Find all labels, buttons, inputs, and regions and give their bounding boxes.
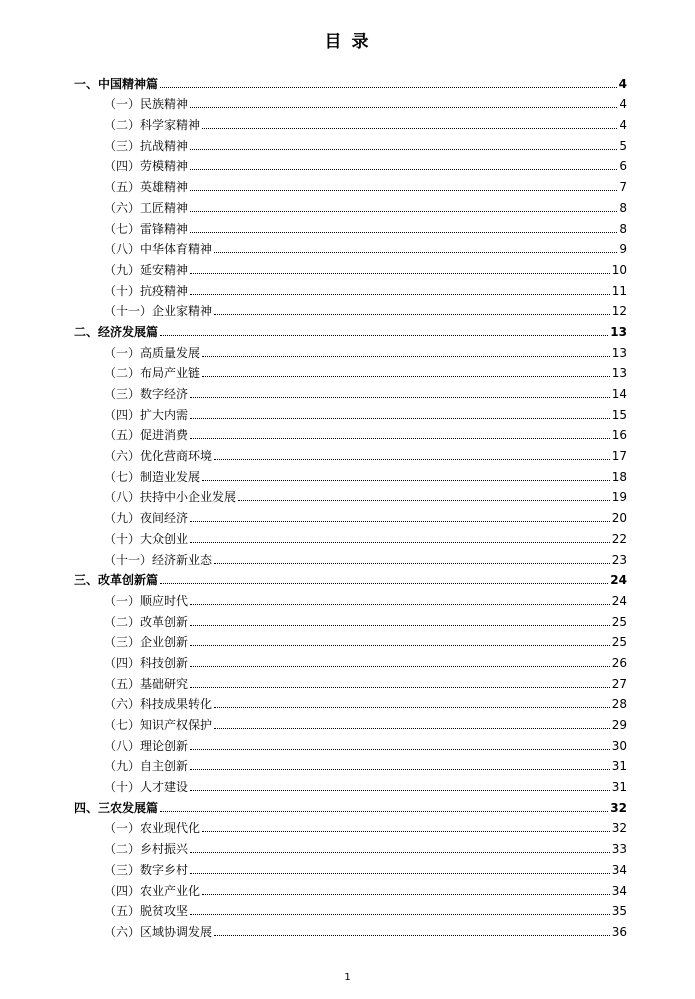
- toc-section-entry[interactable]: [74, 319, 627, 340]
- toc-entry-page: 26: [611, 655, 627, 670]
- toc-entry-label: （二）布局产业链: [104, 366, 201, 381]
- dot-leader: [160, 87, 617, 88]
- toc-subsection-entry[interactable]: [74, 650, 627, 671]
- toc-section-entry[interactable]: [74, 568, 627, 589]
- toc-entry-page: 6: [619, 159, 627, 174]
- toc-entry-label: （四）科技创新: [104, 655, 189, 670]
- toc-subsection-entry[interactable]: [74, 712, 627, 733]
- dot-leader: [190, 645, 610, 646]
- dot-leader: [190, 232, 617, 233]
- toc-subsection-entry[interactable]: [74, 609, 627, 630]
- toc-entry-page: 33: [611, 842, 627, 857]
- toc-entry-page: 18: [611, 469, 627, 484]
- toc-entry-page: 30: [611, 738, 627, 753]
- toc-subsection-entry[interactable]: [74, 692, 627, 713]
- dot-leader: [190, 749, 610, 750]
- dot-leader: [202, 831, 610, 832]
- dot-leader: [202, 128, 617, 129]
- dot-leader: [202, 376, 610, 377]
- toc-entry-page: 13: [611, 366, 627, 381]
- dot-leader: [190, 790, 610, 791]
- dot-leader: [214, 252, 617, 253]
- toc-entry-label: （九）自主创新: [104, 759, 189, 774]
- dot-leader: [214, 459, 610, 460]
- toc-subsection-entry[interactable]: [74, 733, 627, 754]
- toc-subsection-entry[interactable]: [74, 857, 627, 878]
- toc-subsection-entry[interactable]: [74, 443, 627, 464]
- toc-subsection-entry[interactable]: [74, 195, 627, 216]
- toc-entry-label: （三）数字乡村: [104, 862, 189, 877]
- toc-entry-page: 5: [619, 138, 627, 153]
- toc-subsection-entry[interactable]: [74, 588, 627, 609]
- toc-entry-page: 14: [611, 387, 627, 401]
- toc-entry-label: （七）雷锋精神: [104, 221, 189, 236]
- dot-leader: [190, 914, 610, 915]
- toc-section-entry[interactable]: [74, 71, 627, 92]
- toc-subsection-entry[interactable]: [74, 526, 627, 547]
- dot-leader: [190, 521, 610, 522]
- dot-leader: [190, 438, 610, 439]
- toc-entry-label: （三）抗战精神: [104, 138, 189, 153]
- toc-entry-page: 36: [611, 924, 627, 939]
- toc-entry-label: 三、改革创新篇: [74, 573, 159, 588]
- dot-leader: [160, 583, 608, 584]
- toc-entry-page: 8: [619, 221, 627, 236]
- toc-entry-label: （九）延安精神: [104, 262, 189, 277]
- toc-subsection-entry[interactable]: [74, 402, 627, 423]
- dot-leader: [190, 149, 617, 150]
- dot-leader: [190, 211, 617, 212]
- toc-subsection-entry[interactable]: [74, 381, 627, 402]
- dot-leader: [190, 604, 610, 605]
- toc-subsection-entry[interactable]: [74, 174, 627, 195]
- toc-entry-page: 20: [611, 511, 627, 526]
- toc-entry-label: （十）人才建设: [104, 780, 189, 795]
- toc-subsection-entry[interactable]: [74, 919, 627, 940]
- dot-leader: [202, 894, 610, 895]
- dot-leader: [190, 294, 610, 295]
- dot-leader: [190, 852, 610, 853]
- dot-leader: [202, 480, 610, 481]
- dot-leader: [214, 728, 610, 729]
- dot-leader: [190, 542, 610, 543]
- toc-entry-page: 27: [611, 676, 627, 691]
- dot-leader: [238, 500, 610, 501]
- toc-entry-page: 15: [611, 407, 627, 422]
- toc-entry-label: （九）夜间经济: [104, 511, 189, 526]
- dot-leader: [190, 687, 610, 688]
- toc-entry-label: （五）英雄精神: [104, 180, 189, 195]
- toc-entry-label: （三）数字经济: [104, 387, 189, 401]
- toc-entry-label: （十一）经济新业态: [104, 552, 213, 567]
- toc-entry-label: （五）基础研究: [104, 676, 189, 691]
- toc-entry-page: 8: [619, 200, 627, 215]
- toc-subsection-entry[interactable]: [74, 216, 627, 237]
- dot-leader: [190, 666, 610, 667]
- toc-entry-page: 13: [611, 345, 627, 360]
- toc-entry-page: 23: [611, 552, 627, 567]
- toc-subsection-entry[interactable]: [74, 754, 627, 775]
- dot-leader: [190, 107, 617, 108]
- dot-leader: [190, 625, 610, 626]
- toc-entry-page: 10: [611, 262, 627, 277]
- toc-entry-label: 二、经济发展篇: [74, 324, 159, 339]
- dot-leader: [214, 707, 610, 708]
- toc-subsection-entry[interactable]: [74, 237, 627, 258]
- dot-leader: [160, 811, 608, 812]
- toc-subsection-entry[interactable]: [74, 423, 627, 444]
- toc-subsection-entry[interactable]: [74, 133, 627, 154]
- toc-entry-label: （三）企业创新: [104, 635, 189, 650]
- toc-entry-label: （一）农业现代化: [104, 821, 201, 836]
- toc-entry-label: （五）脱贫攻坚: [104, 904, 189, 919]
- table-of-contents: [74, 71, 627, 940]
- toc-entry-page: 31: [611, 759, 627, 774]
- toc-entry-label: （七）制造业发展: [104, 469, 201, 484]
- toc-entry-label: （四）劳模精神: [104, 159, 189, 174]
- toc-subsection-entry[interactable]: [74, 505, 627, 526]
- toc-subsection-entry[interactable]: [74, 340, 627, 361]
- toc-entry-label: （八）理论创新: [104, 738, 189, 753]
- toc-subsection-entry[interactable]: [74, 878, 627, 899]
- toc-subsection-entry[interactable]: [74, 92, 627, 113]
- toc-entry-page: 19: [611, 490, 627, 505]
- toc-entry-page: 4: [619, 97, 627, 112]
- dot-leader: [190, 273, 610, 274]
- dot-leader: [190, 769, 610, 770]
- toc-subsection-entry[interactable]: [74, 361, 627, 382]
- toc-entry-page: 4: [619, 118, 627, 133]
- toc-entry-label: （四）扩大内需: [104, 407, 189, 422]
- toc-entry-page: 35: [611, 904, 627, 919]
- toc-entry-label: （八）扶持中小企业发展: [104, 490, 237, 505]
- dot-leader: [214, 563, 610, 564]
- toc-entry-page: 16: [611, 428, 627, 443]
- toc-entry-label: （十一）企业家精神: [104, 304, 213, 319]
- toc-entry-page: 12: [611, 304, 627, 319]
- toc-entry-page: 29: [611, 718, 627, 732]
- toc-entry-label: （十）大众创业: [104, 531, 189, 546]
- dot-leader: [190, 190, 617, 191]
- toc-subsection-entry[interactable]: [74, 899, 627, 920]
- toc-subsection-entry[interactable]: [74, 257, 627, 278]
- toc-entry-label: （四）农业产业化: [104, 883, 201, 898]
- toc-entry-page: 34: [611, 883, 627, 898]
- dot-leader: [190, 169, 617, 170]
- toc-subsection-entry[interactable]: [74, 836, 627, 857]
- toc-entry-page: 34: [611, 862, 627, 877]
- toc-entry-label: （十）抗疫精神: [104, 283, 189, 298]
- toc-section-entry[interactable]: [74, 795, 627, 816]
- toc-entry-page: 32: [610, 800, 627, 815]
- toc-entry-page: 28: [611, 697, 627, 712]
- toc-entry-page: 32: [611, 821, 627, 836]
- dot-leader: [190, 873, 610, 874]
- toc-entry-label: （六）优化营商环境: [104, 449, 213, 464]
- toc-entry-page: 25: [611, 614, 627, 629]
- toc-entry-page: 17: [611, 449, 627, 464]
- toc-subsection-entry[interactable]: [74, 112, 627, 133]
- toc-entry-label: （二）乡村振兴: [104, 842, 189, 857]
- toc-entry-page: 9: [619, 242, 627, 257]
- toc-entry-label: 四、三农发展篇: [74, 800, 159, 815]
- toc-subsection-entry[interactable]: [74, 671, 627, 692]
- dot-leader: [214, 314, 610, 315]
- toc-entry-page: 4: [618, 76, 627, 91]
- toc-entry-page: 13: [610, 324, 627, 339]
- dot-leader: [202, 356, 610, 357]
- toc-entry-label: （二）改革创新: [104, 614, 189, 629]
- toc-entry-label: （六）科技成果转化: [104, 697, 213, 712]
- toc-entry-page: 25: [611, 635, 627, 650]
- toc-entry-label: （一）民族精神: [104, 97, 189, 112]
- toc-subsection-entry[interactable]: [74, 154, 627, 175]
- toc-entry-label: （七）知识产权保护: [104, 718, 213, 732]
- page-number: 1: [344, 972, 351, 983]
- toc-subsection-entry[interactable]: [74, 464, 627, 485]
- toc-entry-page: 24: [611, 593, 627, 608]
- toc-subsection-entry[interactable]: [74, 816, 627, 837]
- toc-subsection-entry[interactable]: [74, 630, 627, 651]
- toc-entry-label: （六）区域协调发展: [104, 924, 213, 939]
- dot-leader: [214, 935, 610, 936]
- toc-subsection-entry[interactable]: [74, 547, 627, 568]
- toc-entry-page: 11: [611, 283, 627, 298]
- toc-entry-page: 24: [610, 573, 627, 588]
- dot-leader: [160, 335, 608, 336]
- toc-subsection-entry[interactable]: [74, 299, 627, 320]
- toc-entry-page: 22: [611, 531, 627, 546]
- toc-entry-label: （二）科学家精神: [104, 118, 201, 133]
- toc-entry-label: （一）高质量发展: [104, 345, 201, 360]
- toc-entry-page: 7: [619, 180, 627, 195]
- toc-entry-label: （五）促进消费: [104, 428, 189, 443]
- toc-entry-page: 31: [611, 780, 627, 795]
- toc-entry-label: 一、中国精神篇: [74, 76, 159, 91]
- toc-subsection-entry[interactable]: [74, 278, 627, 299]
- toc-entry-label: （八）中华体育精神: [104, 242, 213, 257]
- toc-subsection-entry[interactable]: [74, 774, 627, 795]
- toc-entry-label: （一）顺应时代: [104, 593, 189, 608]
- dot-leader: [190, 397, 610, 398]
- toc-subsection-entry[interactable]: [74, 485, 627, 506]
- page-title: 目 录: [324, 32, 371, 52]
- toc-entry-label: （六）工匠精神: [104, 200, 189, 215]
- dot-leader: [190, 418, 610, 419]
